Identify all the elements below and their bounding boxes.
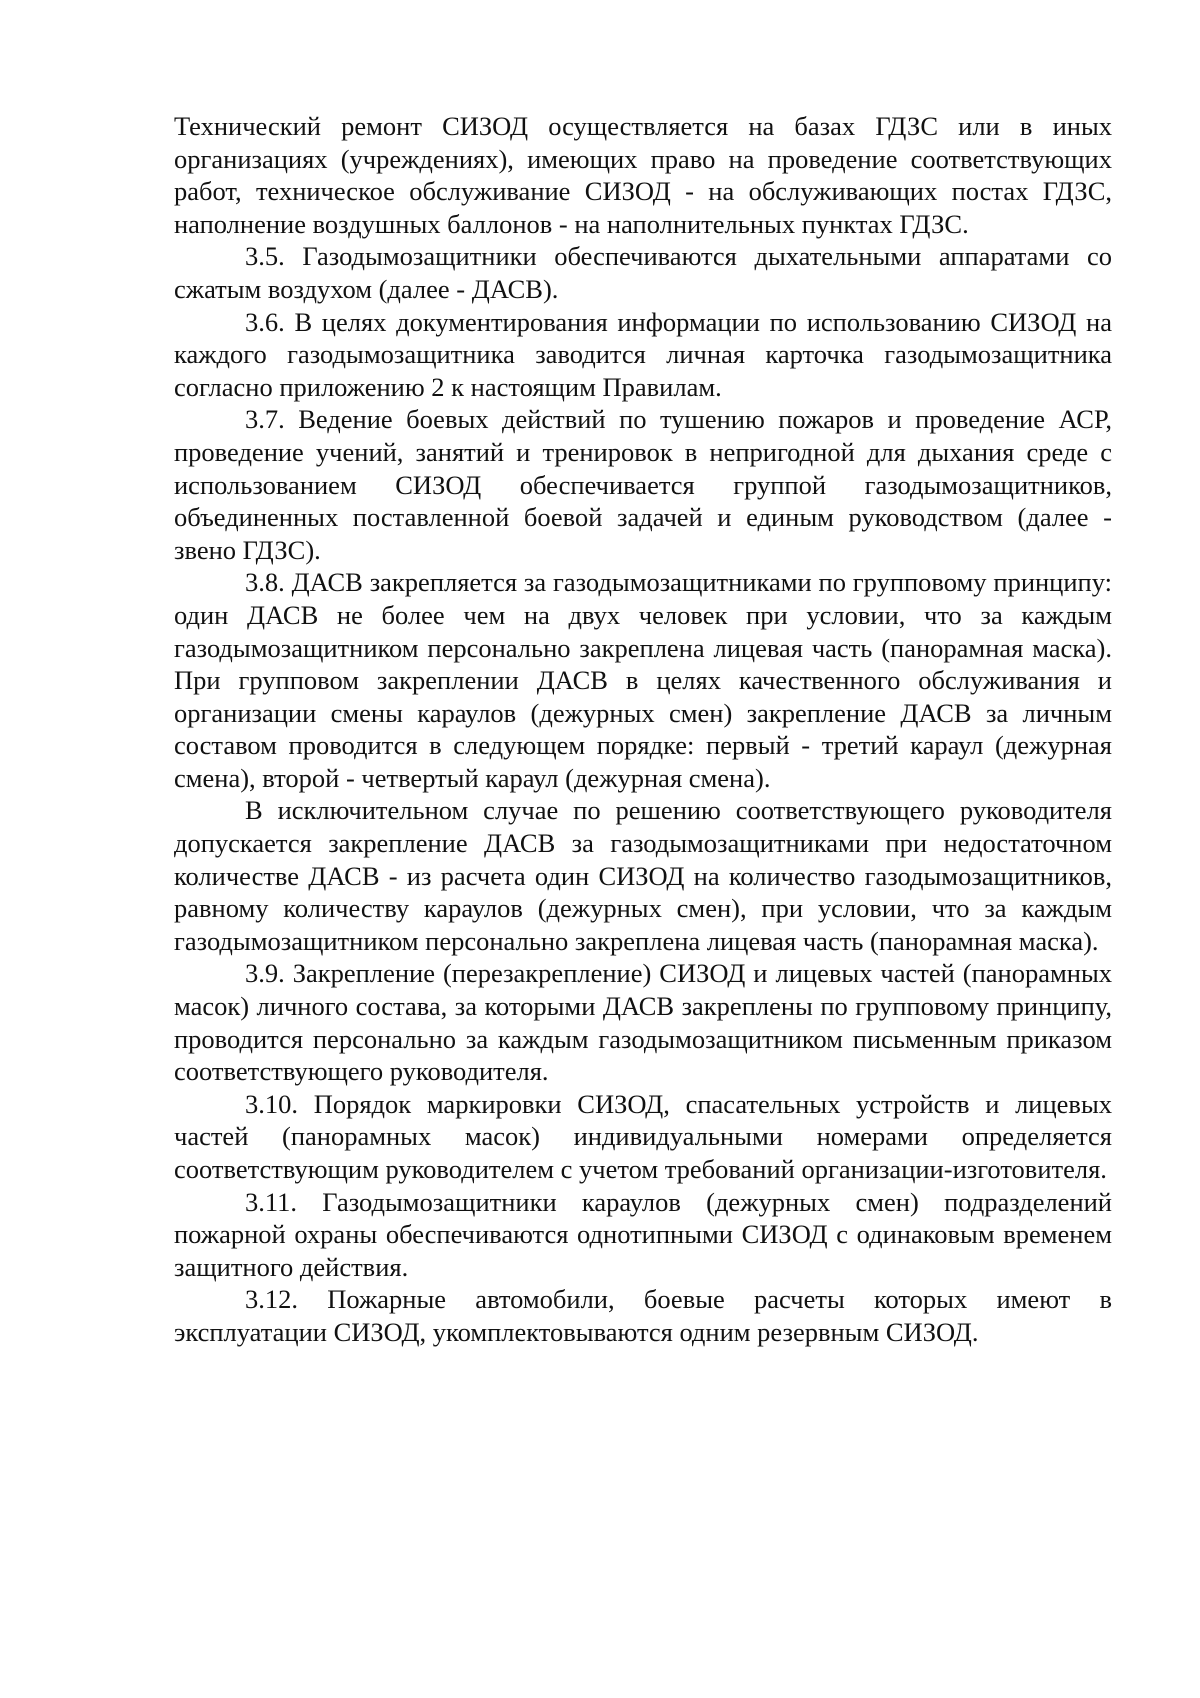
- paragraph-3-6: 3.6. В целях документирования информации по использованию СИЗОД на каждого газодымозащитника заводится личная карточка газодымозащитника согласно приложению 2 к настоящим Правилам.: [174, 306, 1112, 402]
- document-page: [174, 110, 1112, 1349]
- paragraph-3-7: 3.7. Ведение боевых действий по тушению пожаров и проведение АСР, проведение учений, занятий и тренировок в непригодной для дыхания среде с использованием СИЗОД обеспечивается группой газодымозащитников, объединенных поставленной боевой задачей и единым руководством (далее - звено ГДЗС).: [174, 404, 1112, 565]
- paragraph-3-11: 3.11. Газодымозащитники караулов (дежурных смен) подразделений пожарной охраны обеспечиваются однотипными СИЗОД с одинаковым временем защитного действия.: [174, 1186, 1112, 1282]
- paragraph-3-12: 3.12. Пожарные автомобили, боевые расчеты которых имеют в эксплуатации СИЗОД, укомплектовываются одним резервным СИЗОД.: [174, 1284, 1112, 1347]
- paragraph-3-8-exception: В исключительном случае по решению соответствующего руководителя допускается закрепление ДАСВ за газодымозащитниками при недостаточном количестве ДАСВ - из расчета один СИЗОД на количество газодымозащитников, равному количеству караулов (дежурных смен), при условии, что за каждым газодымозащитником персонально закреплена лицевая часть (панорамная маска).: [174, 795, 1112, 956]
- paragraph-3-5: 3.5. Газодымозащитники обеспечиваются дыхательными аппаратами со сжатым воздухом (далее - ДАСВ).: [174, 241, 1112, 304]
- paragraph-3-10: 3.10. Порядок маркировки СИЗОД, спасательных устройств и лицевых частей (панорамных масок) индивидуальными номерами определяется соответствующим руководителем с учетом требований организации-изготовителя.: [174, 1088, 1112, 1184]
- paragraph-3-8: 3.8. ДАСВ закрепляется за газодымозащитниками по групповому принципу: один ДАСВ не более чем на двух человек при условии, что за каждым газодымозащитником персонально закреплена лицевая часть (панорамная маска). При групповом закреплении ДАСВ в целях качественного обслуживания и организации смены караулов (дежурных смен) закрепление ДАСВ за личным составом проводится в следующем порядке: первый - третий караул (дежурная смена), второй - четвертый караул (дежурная смена).: [174, 567, 1112, 793]
- paragraph-3-9: 3.9. Закрепление (перезакрепление) СИЗОД и лицевых частей (панорамных масок) личного состава, за которыми ДАСВ закреплены по групповому принципу, проводится персонально за каждым газодымозащитником письменным приказом соответствующего руководителя.: [174, 958, 1112, 1087]
- paragraph-continuation: Технический ремонт СИЗОД осуществляется на базах ГДЗС или в иных организациях (учреждениях), имеющих право на проведение соответствующих работ, техническое обслуживание СИЗОД - на обслуживающих постах ГДЗС, наполнение воздушных баллонов - на наполнительных пунктах ГДЗС.: [174, 111, 1112, 239]
